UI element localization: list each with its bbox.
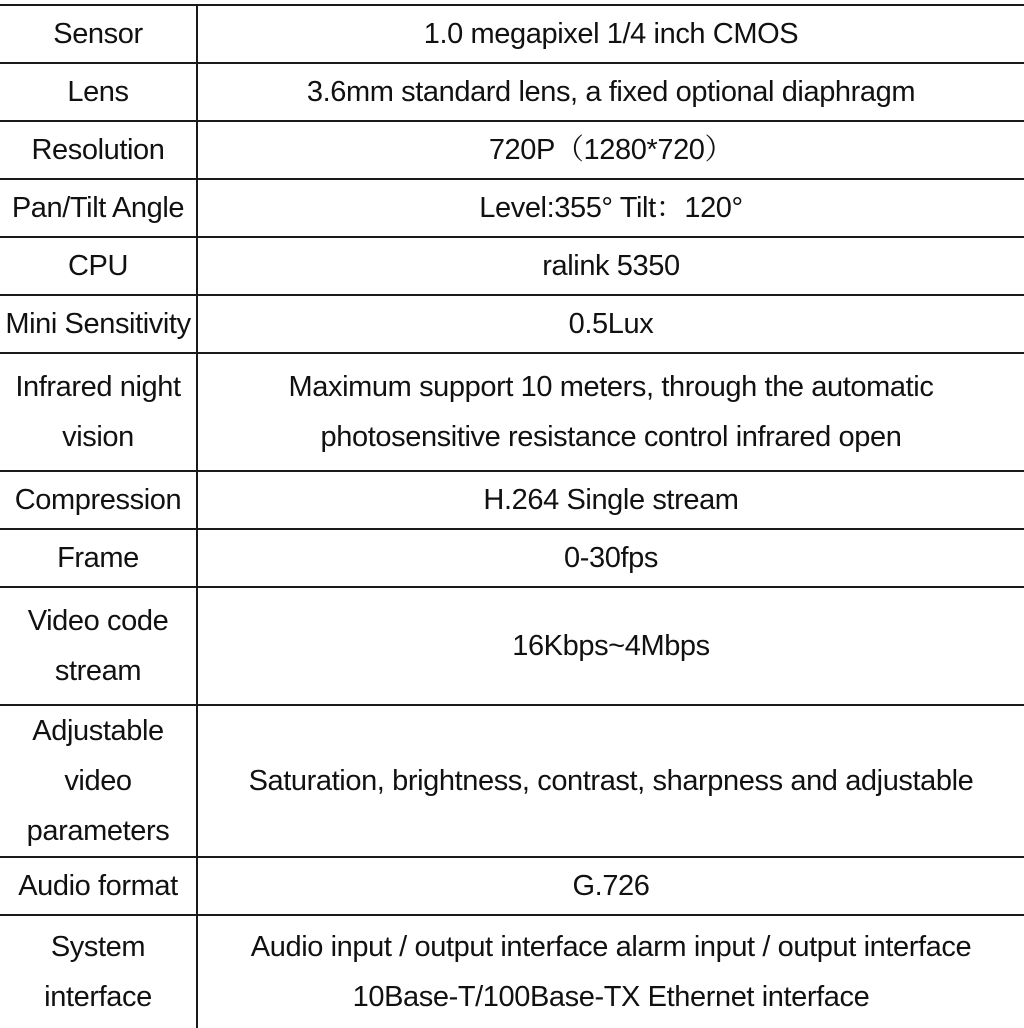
spec-value: Audio input / output interface alarm input / output interface 10Base-T/100Base-TX Ethernet interface xyxy=(197,915,1024,1028)
spec-label: Infrared night vision xyxy=(0,353,197,471)
spec-label: System interface xyxy=(0,915,197,1028)
table-row xyxy=(0,121,1024,179)
table-row xyxy=(0,237,1024,295)
table-row xyxy=(0,529,1024,587)
spec-value: 0-30fps xyxy=(197,529,1024,587)
table-row xyxy=(0,915,1024,1028)
spec-value: Saturation, brightness, contrast, sharpness and adjustable xyxy=(197,705,1024,857)
spec-value: G.726 xyxy=(197,857,1024,915)
spec-label: Mini Sensitivity xyxy=(0,295,197,353)
spec-label: CPU xyxy=(0,237,197,295)
spec-label: Resolution xyxy=(0,121,197,179)
spec-value: H.264 Single stream xyxy=(197,471,1024,529)
table-row xyxy=(0,471,1024,529)
spec-label: Video code stream xyxy=(0,587,197,705)
spec-value: 3.6mm standard lens, a fixed optional diaphragm xyxy=(197,63,1024,121)
spec-label: Lens xyxy=(0,63,197,121)
spec-label: Frame xyxy=(0,529,197,587)
table-row xyxy=(0,353,1024,471)
spec-label: Audio format xyxy=(0,857,197,915)
spec-label: Adjustable video parameters xyxy=(0,705,197,857)
spec-label: Pan/Tilt Angle xyxy=(0,179,197,237)
spec-label: Compression xyxy=(0,471,197,529)
spec-value: Maximum support 10 meters, through the automatic photosensitive resistance control infrared open xyxy=(197,353,1024,471)
table-row xyxy=(0,295,1024,353)
table-row xyxy=(0,5,1024,63)
table-row xyxy=(0,857,1024,915)
spec-label: Sensor xyxy=(0,5,197,63)
spec-value: Level:355° Tilt：120° xyxy=(197,179,1024,237)
table-row xyxy=(0,587,1024,705)
spec-value: 1.0 megapixel 1/4 inch CMOS xyxy=(197,5,1024,63)
spec-value: 720P（1280*720） xyxy=(197,121,1024,179)
spec-table xyxy=(0,4,1024,1028)
spec-value: 16Kbps~4Mbps xyxy=(197,587,1024,705)
table-row xyxy=(0,179,1024,237)
table-row xyxy=(0,705,1024,857)
spec-value: 0.5Lux xyxy=(197,295,1024,353)
table-row xyxy=(0,63,1024,121)
spec-value: ralink 5350 xyxy=(197,237,1024,295)
